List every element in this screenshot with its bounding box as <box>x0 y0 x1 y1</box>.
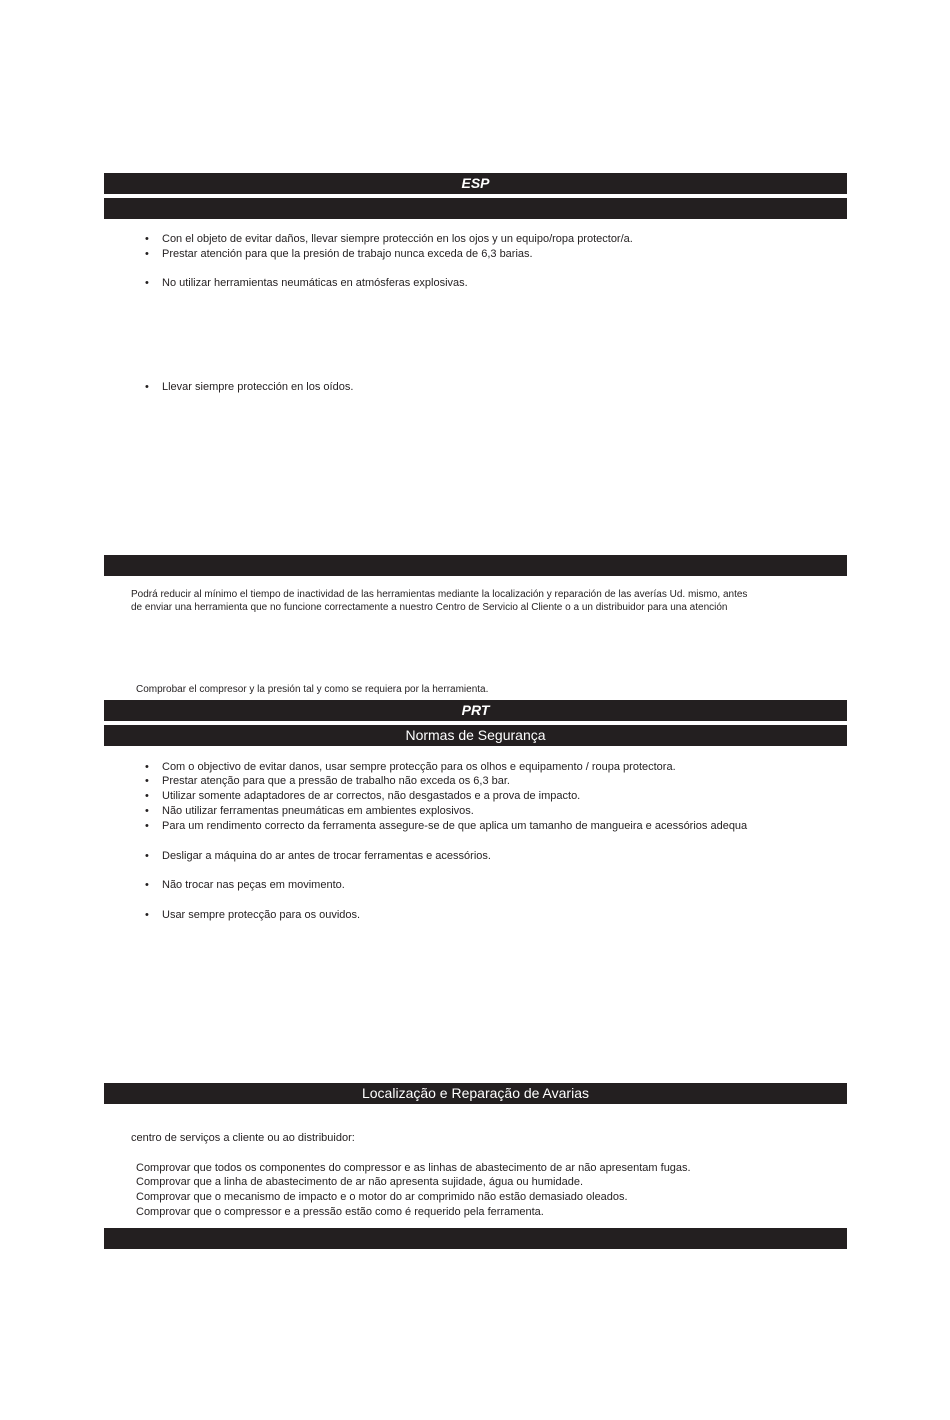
prt-safety-heading: Normas de Segurança <box>405 727 546 743</box>
bullet-dot: • <box>145 909 149 921</box>
esp-compressor-check: Comprobar el compresor y la presión tal y como se requiera por la herramienta. <box>136 684 489 695</box>
prt-troubleshooting-heading: Localização e Reparação de Avarias <box>361 1085 589 1101</box>
bullet-dot: • <box>145 277 149 289</box>
prt-safety-heading-bar <box>104 725 847 746</box>
bullet-dot: • <box>145 850 149 862</box>
prt-language-bar <box>104 700 847 721</box>
esp-language-bar <box>104 173 847 194</box>
bullet-dot: • <box>145 761 149 773</box>
bullet-dot: • <box>145 790 149 802</box>
prt-troubleshooting-intro: centro de serviços a cliente ou ao distribuidor: <box>131 1132 355 1144</box>
prt-language-label: PRT <box>461 702 490 718</box>
esp-troubleshooting-heading-bar <box>104 555 847 576</box>
list-item: Comprovar que a linha de abastecimento de ar não apresenta sujidade, água ou humidade. <box>136 1176 584 1188</box>
prt-troubleshooting-heading-bar <box>104 1083 847 1104</box>
bullet-dot: • <box>145 879 149 891</box>
list-item: Comprovar que o compressor e a pressão estão como é requerido pela ferramenta. <box>136 1206 544 1218</box>
esp-language-label: ESP <box>461 175 490 191</box>
footer-bar <box>104 1228 847 1249</box>
list-item: Comprovar que o mecanismo de impacto e o motor do ar comprimido não estão demasiado oleados. <box>136 1191 628 1203</box>
bullet-dot: • <box>145 381 149 393</box>
list-item: Comprovar que todos os componentes do compressor e as linhas de abastecimento de ar não apresentam fugas. <box>136 1162 691 1174</box>
bullet-dot: • <box>145 805 149 817</box>
bullet-dot: • <box>145 233 149 245</box>
bullet-dot: • <box>145 775 149 787</box>
esp-safety-heading-bar <box>104 198 847 219</box>
bullet-dot: • <box>145 248 149 260</box>
bullet-dot: • <box>145 820 149 832</box>
esp-troubleshooting-intro: Podrá reducir al mínimo el tiempo de inactividad de las herramientas mediante la localización y reparación de las averías Ud. mismo, antes de enviar una herramienta que no funcione correctamente a nuestro Centro de Servicio al Cliente o a un distribuidor para una atención <box>131 589 748 613</box>
